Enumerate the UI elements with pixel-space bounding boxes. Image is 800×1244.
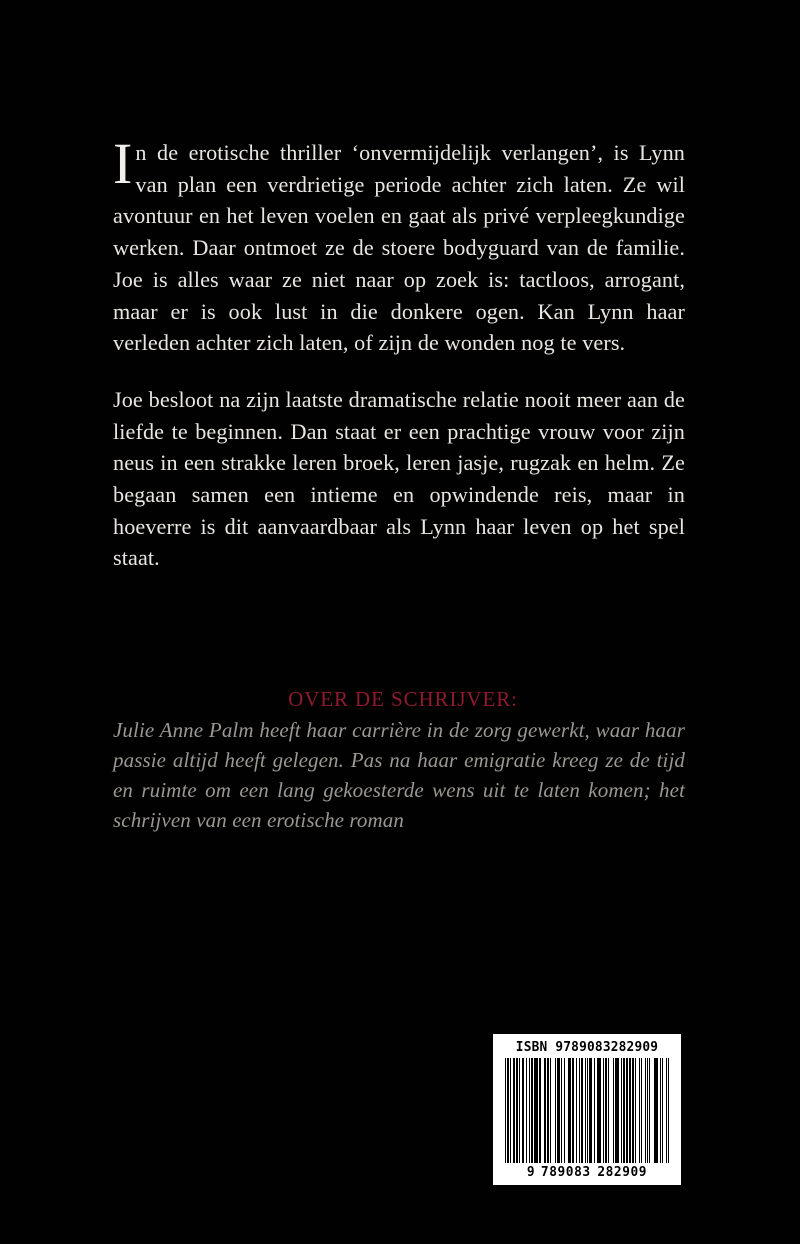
isbn-label: ISBN 9789083282909 <box>515 1039 659 1055</box>
barcode-bar <box>600 1058 601 1163</box>
barcode-bar <box>591 1058 592 1163</box>
blurb-block <box>113 131 685 574</box>
barcode-bar <box>641 1058 642 1163</box>
barcode-bar <box>573 1058 574 1163</box>
barcode-bar <box>618 1058 619 1163</box>
barcode-bars <box>505 1058 669 1163</box>
barcode-digit-lead: 9 <box>526 1164 536 1180</box>
barcode-bar <box>519 1058 520 1163</box>
barcode-bar <box>576 1058 577 1163</box>
barcode-bar <box>526 1058 527 1163</box>
blurb-paragraph-2: Joe besloot na zijn laatste dramatische relatie nooit meer aan de liefde te beginnen. Dan staat er een prachtige vrouw voor zijn neus in een strakke leren broek, leren jasje, rugzak en helm. Ze begaan samen een intieme en opwindende reis, maar in hoeverre is dit aanvaardbaar als Lynn haar leven op het spel staat. <box>113 386 685 571</box>
barcode-bar <box>540 1058 541 1163</box>
about-the-author-heading: OVER DE SCHRIJVER: <box>288 687 518 711</box>
about-the-author-bio: Julie Anne Palm heeft haar carrière in de zorg gewerkt, waar haar passie altijd heeft gelegen. Pas na haar emigratie kreeg ze de tijd en ruimte om een lang gekoesterde wens uit te laten komen; het schrijven van een erotische roman <box>113 718 685 832</box>
barcode-bar <box>585 1058 586 1163</box>
barcode-bar <box>635 1058 636 1163</box>
barcode-digits <box>498 1164 677 1180</box>
barcode-bar <box>608 1058 609 1163</box>
isbn-barcode <box>493 1034 681 1185</box>
barcode-digit-group-2: 282909 <box>597 1164 648 1180</box>
barcode-bar <box>668 1058 669 1163</box>
barcode-bar <box>633 1058 634 1163</box>
about-the-author-section <box>113 687 685 835</box>
blurb-paragraph-1: In de erotische thriller ‘onvermijdelijk verlangen’, is Lynn van plan een verdrietige periode achter zich laten. Ze wil avontuur en het leven voelen en gaat als privé verpleegkundige werken. Daar ontmoet ze de stoere bodyguard van de familie. Joe is alles waar ze niet naar op zoek is: tactloos, arrogant, maar er is ook lust in die donkere ogen. Kan Lynn haar verleden achter zich laten, of zijn de wonden nog te vers. <box>113 131 685 356</box>
barcode-bar <box>582 1058 583 1163</box>
barcode-bar <box>523 1058 524 1163</box>
barcode-bar <box>550 1058 551 1163</box>
barcode-bar <box>657 1058 658 1163</box>
barcode-bar <box>662 1058 663 1163</box>
barcode-bar <box>624 1058 625 1163</box>
barcode-bar <box>510 1058 511 1163</box>
barcode-bar <box>564 1058 565 1163</box>
barcode-bar <box>517 1058 518 1163</box>
barcode-digit-group-1: 789083 <box>540 1164 591 1180</box>
barcode-bar <box>649 1058 650 1163</box>
barcode-bar <box>561 1058 562 1163</box>
barcode-bar <box>594 1058 595 1163</box>
